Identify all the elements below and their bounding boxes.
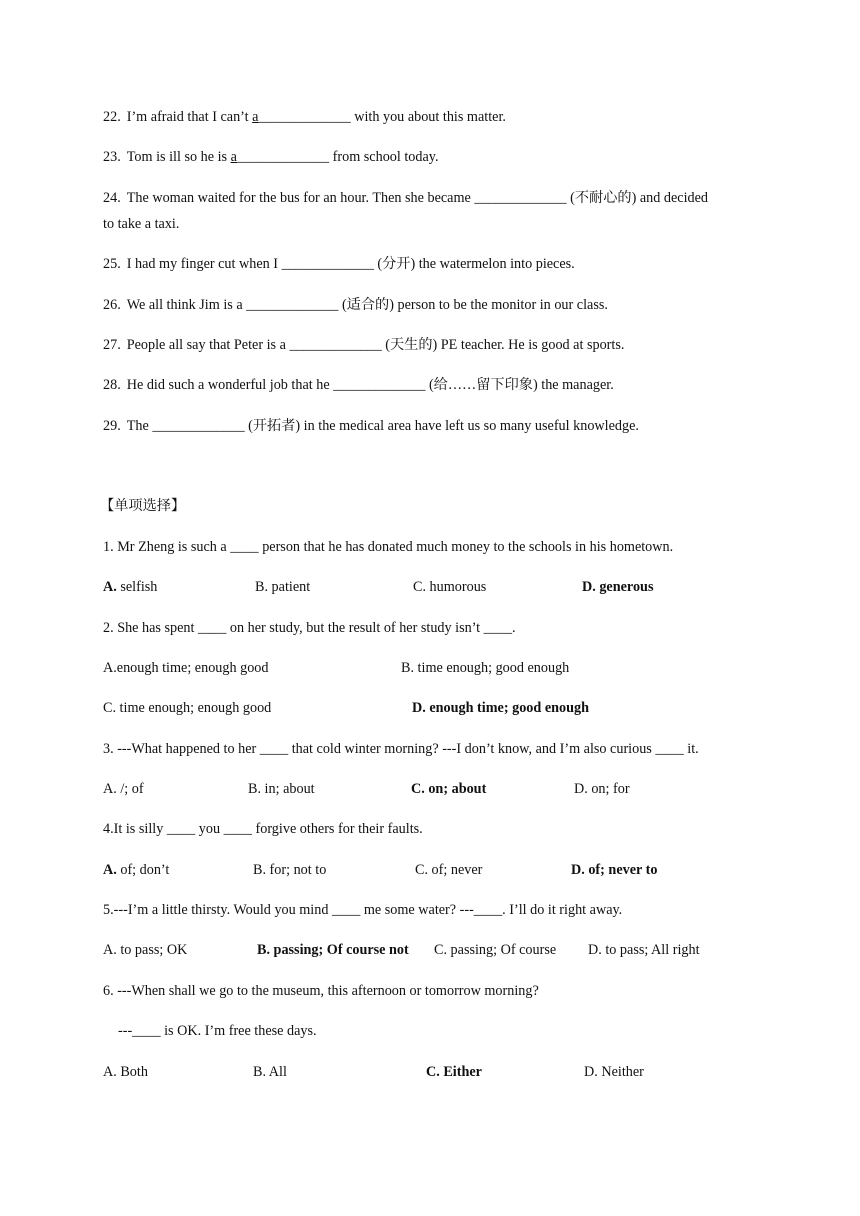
mc-question-6-stem-reply: ---____ is OK. I’m free these days. [118, 1023, 317, 1039]
question-29 [103, 416, 639, 436]
question-text: I’m afraid that I can’t [126, 109, 253, 125]
option-text: selfish [116, 579, 158, 595]
question-text-end: from school today. [329, 149, 439, 165]
answer-blank[interactable]: _____________ [333, 377, 426, 393]
mc-2-option-a[interactable]: A.enough time; enough good [103, 660, 269, 676]
answer-blank[interactable]: _____________ [289, 337, 382, 353]
question-24 [103, 188, 708, 208]
question-text: He did such a wonderful job that he [126, 377, 334, 393]
mc-1-option-c[interactable]: C. humorous [413, 579, 487, 595]
mc-2-option-b[interactable]: B. time enough; good enough [401, 660, 570, 676]
answer-blank[interactable]: _____________ [246, 297, 339, 313]
question-text-end: with you about this matter. [350, 109, 506, 125]
mc-5-option-a[interactable]: A. to pass; OK [103, 942, 188, 958]
question-27 [103, 335, 624, 355]
option-letter: A. [103, 579, 117, 595]
mc-1-option-a[interactable] [103, 577, 157, 597]
question-number: 22. [103, 109, 121, 125]
mc-3-option-c[interactable]: C. on; about [411, 781, 487, 797]
mc-6-option-a[interactable]: A. Both [103, 1064, 148, 1080]
mc-question-6-stem: 6. ---When shall we go to the museum, this afternoon or tomorrow morning? [103, 983, 539, 999]
question-text: The [126, 418, 153, 434]
question-text-end: (适合的) person to be the monitor in our class. [338, 297, 608, 313]
mc-3-option-b[interactable]: B. in; about [248, 781, 315, 797]
question-text: People all say that Peter is a [126, 337, 290, 353]
question-text-end: (不耐心的) and decided [566, 190, 709, 206]
option-text: of; don’t [116, 862, 170, 878]
question-number: 26. [103, 297, 121, 313]
question-number: 25. [103, 256, 121, 272]
mc-6-option-c[interactable]: C. Either [426, 1064, 482, 1080]
question-24-continued: to take a taxi. [103, 216, 180, 232]
mc-2-option-c[interactable]: C. time enough; enough good [103, 700, 272, 716]
question-number: 28. [103, 377, 121, 393]
question-text-end: (开拓者) in the medical area have left us so many useful knowledge. [244, 418, 639, 434]
option-letter: A. [103, 862, 117, 878]
mc-3-option-d[interactable]: D. on; for [574, 781, 630, 797]
section-title: 【单项选择】 [100, 498, 186, 514]
mc-question-3-stem: 3. ---What happened to her ____ that cold winter morning? ---I don’t know, and I’m also curious ____ it. [103, 741, 699, 757]
question-text: I had my finger cut when I [126, 256, 282, 272]
question-text: We all think Jim is a [126, 297, 247, 313]
mc-1-option-b[interactable]: B. patient [255, 579, 311, 595]
hint-letter: a [252, 109, 259, 125]
answer-blank[interactable]: _____________ [281, 256, 374, 272]
question-22 [103, 107, 506, 127]
mc-5-option-d[interactable]: D. to pass; All right [588, 942, 700, 958]
mc-4-option-d[interactable]: D. of; never to [571, 862, 658, 878]
mc-question-2-stem: 2. She has spent ____ on her study, but the result of her study isn’t ____. [103, 620, 516, 636]
question-text: The woman waited for the bus for an hour. Then she became [126, 190, 475, 206]
answer-blank[interactable]: _____________ [236, 149, 330, 165]
answer-blank[interactable]: _____________ [474, 190, 567, 206]
mc-1-option-d[interactable]: D. generous [582, 579, 654, 595]
question-28 [103, 375, 614, 395]
mc-question-4-stem: 4.It is silly ____ you ____ forgive others for their faults. [103, 821, 423, 837]
question-number: 27. [103, 337, 121, 353]
hint-letter: a [230, 149, 237, 165]
question-number: 23. [103, 149, 121, 165]
question-number: 29. [103, 418, 121, 434]
mc-5-option-b[interactable]: B. passing; Of course not [257, 942, 409, 958]
mc-4-option-a[interactable] [103, 860, 169, 880]
mc-question-5-stem: 5.---I’m a little thirsty. Would you mind ____ me some water? ---____. I’ll do it right away. [103, 902, 623, 918]
mc-4-option-c[interactable]: C. of; never [415, 862, 483, 878]
mc-6-option-d[interactable]: D. Neither [584, 1064, 644, 1080]
answer-blank[interactable]: _____________ [152, 418, 245, 434]
question-text: Tom is ill so he is [126, 149, 231, 165]
mc-question-1-stem: 1. Mr Zheng is such a ____ person that he has donated much money to the schools in his hometown. [103, 539, 674, 555]
question-number: 24. [103, 190, 121, 206]
question-text-end: (给……留下印象) the manager. [425, 377, 614, 393]
mc-3-option-a[interactable]: A. /; of [103, 781, 144, 797]
answer-blank[interactable]: _____________ [258, 109, 351, 125]
mc-6-option-b[interactable]: B. All [253, 1064, 287, 1080]
mc-4-option-b[interactable]: B. for; not to [253, 862, 327, 878]
question-26 [103, 295, 608, 315]
question-text-end: (分开) the watermelon into pieces. [373, 256, 575, 272]
mc-5-option-c[interactable]: C. passing; Of course [434, 942, 557, 958]
question-text-end: (天生的) PE teacher. He is good at sports. [381, 337, 625, 353]
mc-2-option-d[interactable]: D. enough time; good enough [412, 700, 589, 716]
question-25 [103, 254, 575, 274]
question-23 [103, 147, 439, 167]
